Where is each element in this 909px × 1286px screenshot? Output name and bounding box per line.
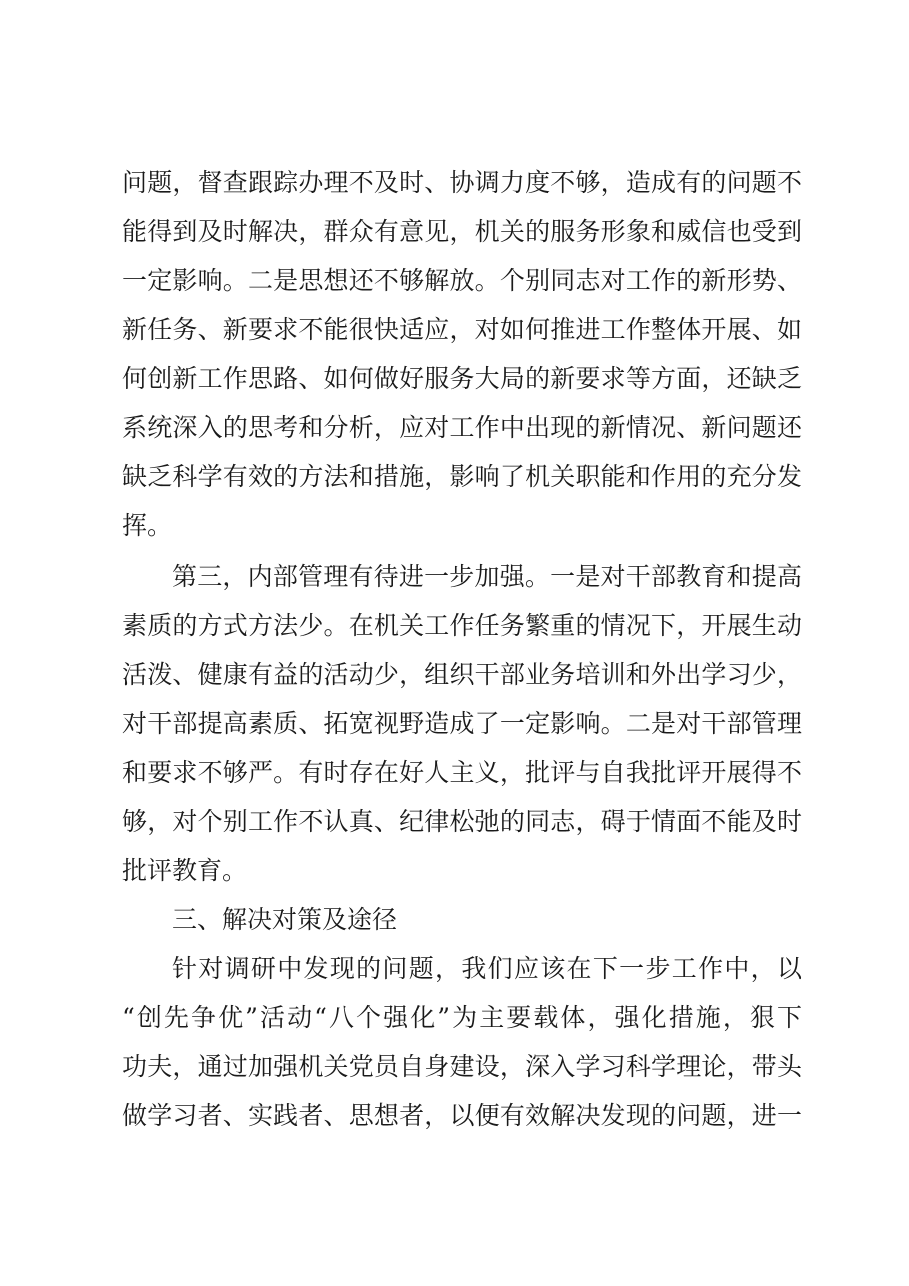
paragraph-4-line-2: “创先争优”活动“八个强化”为主要载体，强化措施，狠下 <box>122 1003 802 1032</box>
paragraph-1-line-4: 新任务、新要求不能很快适应，对如何推进工作整体开展、如 <box>122 315 802 344</box>
section-heading: 三、解决对策及途径 <box>172 905 398 934</box>
paragraph-2-line-7: 批评教育。 <box>122 856 248 885</box>
paragraph-2-line-6: 够，对个别工作不认真、纪律松弛的同志，碍于情面不能及时 <box>122 807 802 836</box>
paragraph-1-line-7: 缺乏科学有效的方法和措施，影响了机关职能和作用的充分发 <box>122 462 802 491</box>
paragraph-1-line-8: 挥。 <box>122 511 173 540</box>
paragraph-1-line-2: 能得到及时解决，群众有意见，机关的服务形象和威信也受到 <box>122 217 802 246</box>
paragraph-2-line-3: 活泼、健康有益的活动少，组织干部业务培训和外出学习少， <box>122 660 802 689</box>
paragraph-4-line-3: 功夫，通过加强机关党员自身建设，深入学习科学理论，带头 <box>122 1052 802 1081</box>
paragraph-2-line-2: 素质的方式方法少。在机关工作任务繁重的情况下，开展生动 <box>122 611 802 640</box>
paragraph-4-line-1: 针对调研中发现的问题，我们应该在下一步工作中，以 <box>172 954 802 983</box>
paragraph-2-line-4: 对干部提高素质、拓宽视野造成了一定影响。二是对干部管理 <box>122 709 802 738</box>
paragraph-1-line-6: 系统深入的思考和分析，应对工作中出现的新情况、新问题还 <box>122 413 802 442</box>
paragraph-1-line-5: 何创新工作思路、如何做好服务大局的新要求等方面，还缺乏 <box>122 364 802 393</box>
paragraph-4-line-4: 做学习者、实践者、思想者，以便有效解决发现的问题，进一 <box>122 1101 802 1130</box>
paragraph-2-line-5: 和要求不够严。有时存在好人主义，批评与自我批评开展得不 <box>122 758 802 787</box>
paragraph-1-line-1: 问题，督查跟踪办理不及时、协调力度不够，造成有的问题不 <box>122 168 802 197</box>
paragraph-2-line-1: 第三，内部管理有待进一步加强。一是对干部教育和提高 <box>172 562 802 591</box>
paragraph-1-line-3: 一定影响。二是思想还不够解放。个别同志对工作的新形势、 <box>122 266 802 295</box>
